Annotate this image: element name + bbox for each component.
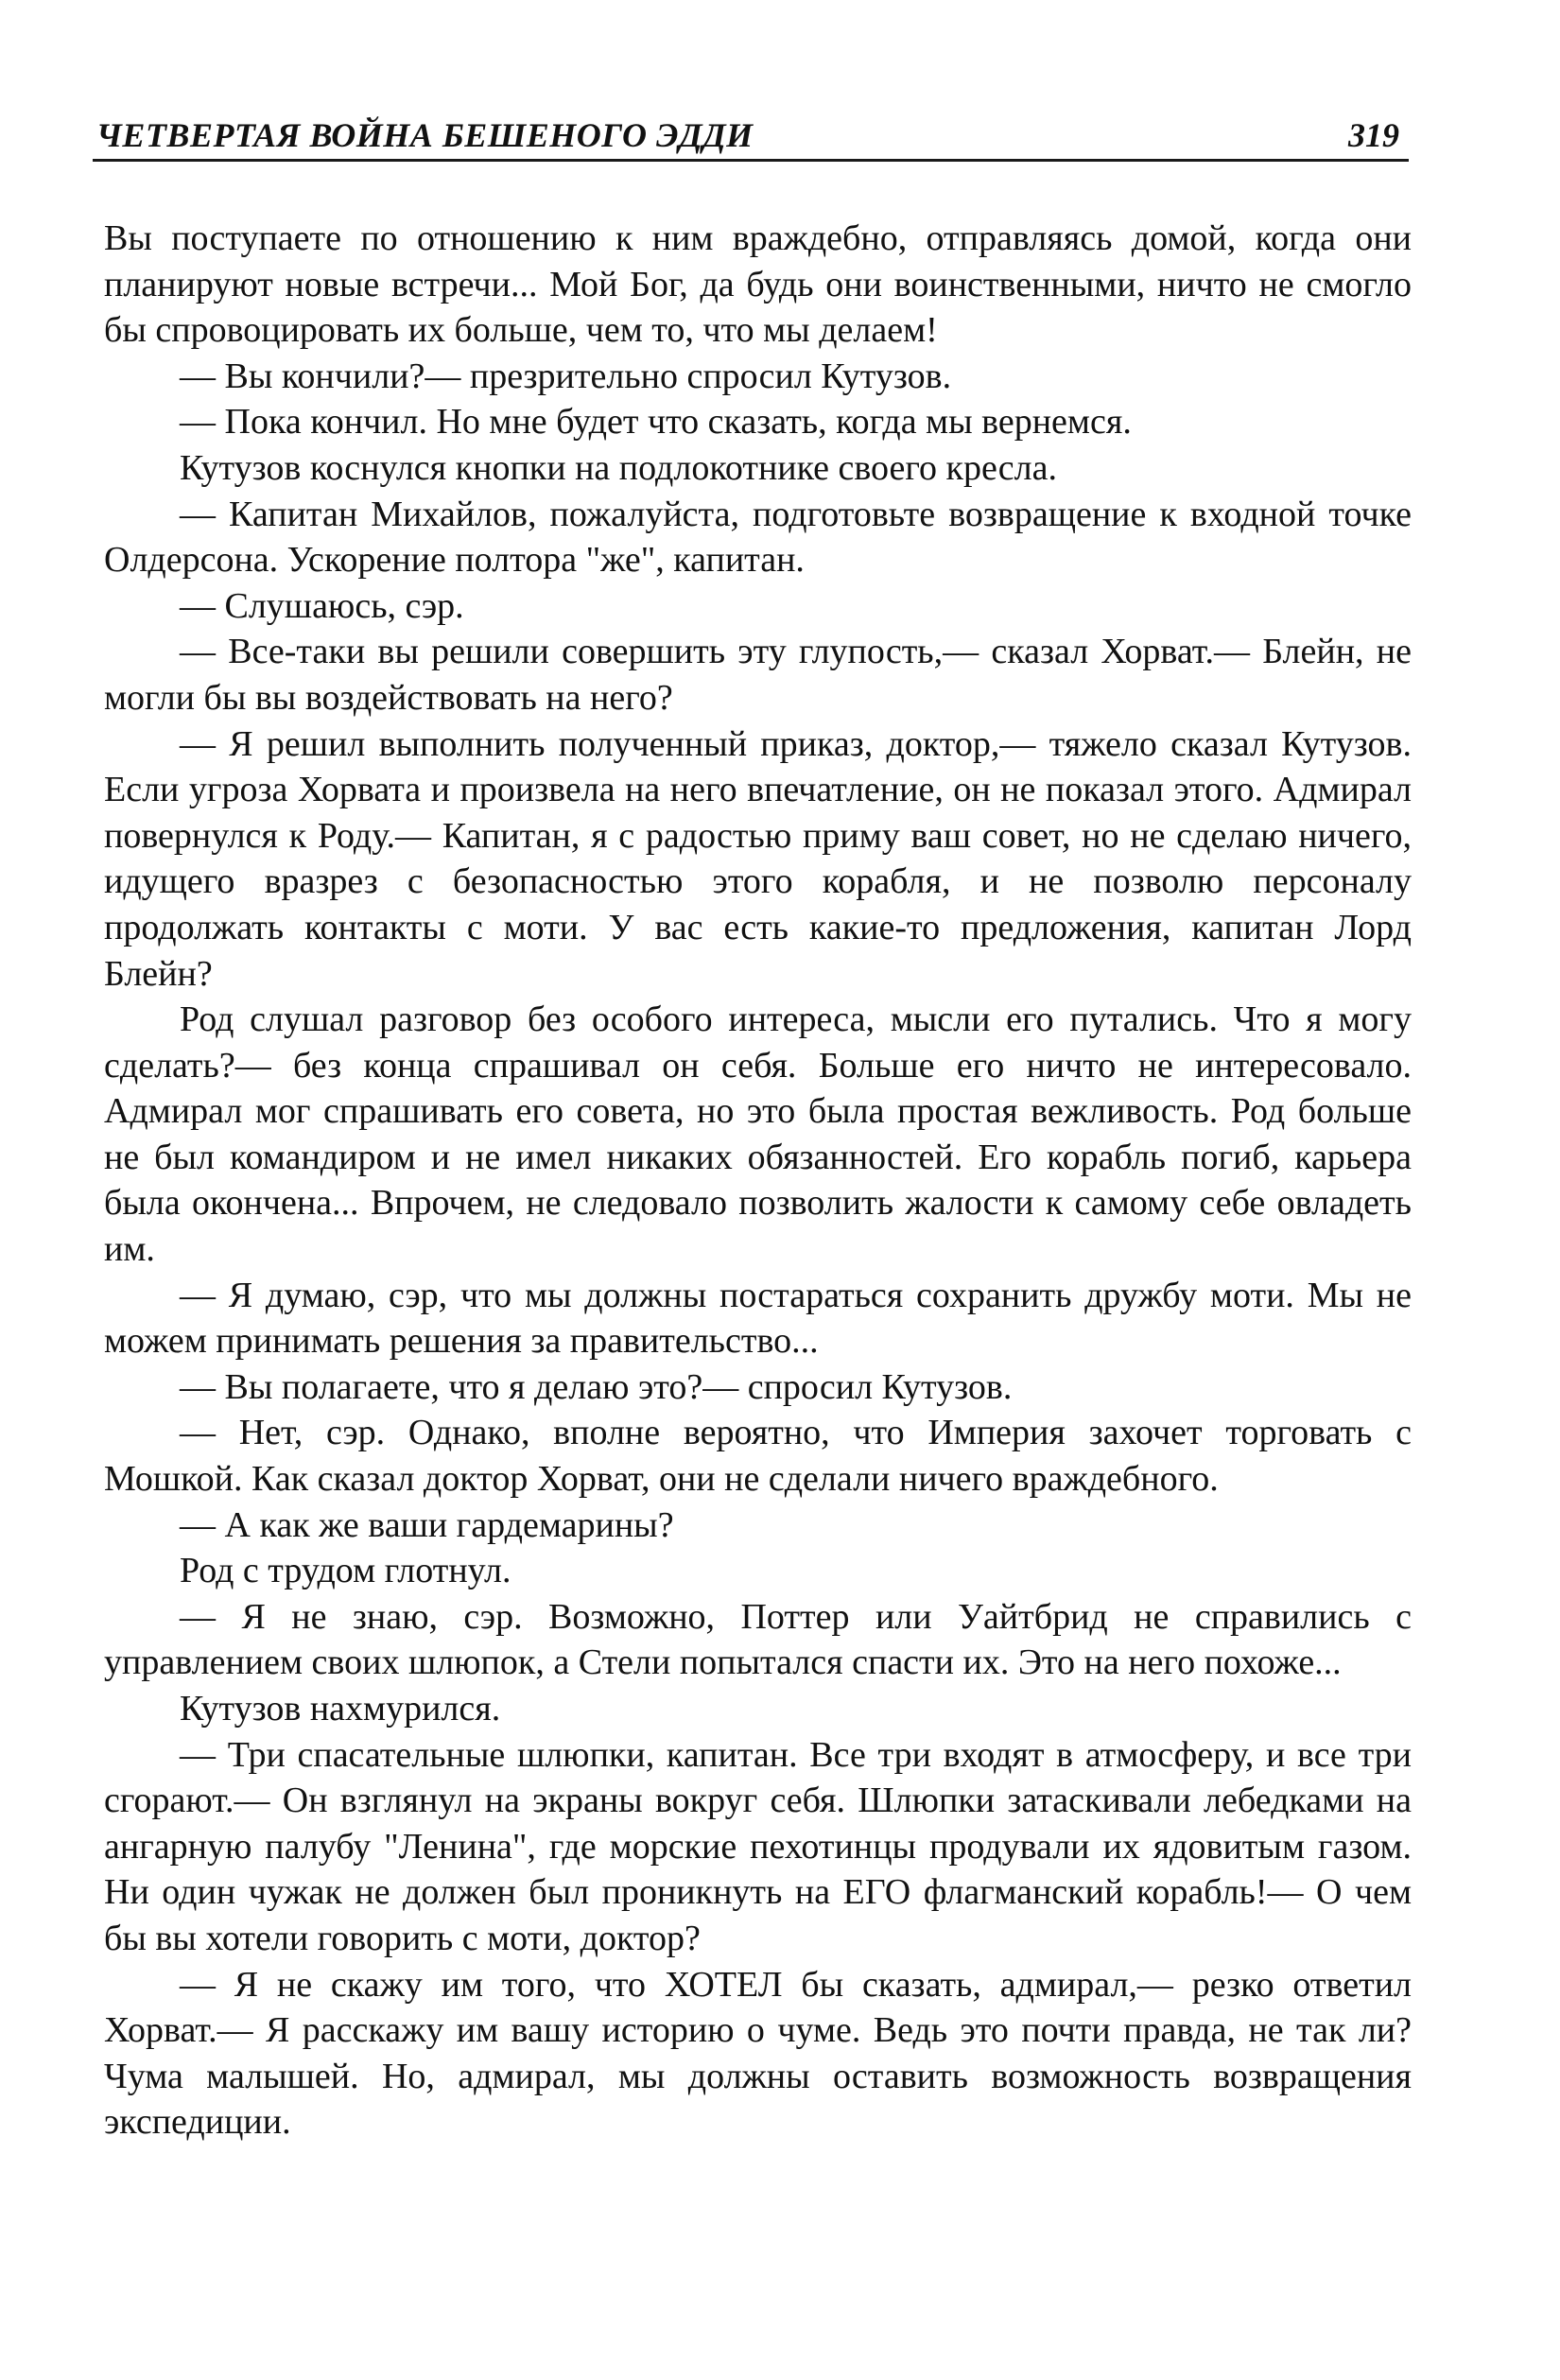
paragraph: Род слушал разговор без особого интереса, мысли его путались. Что я могу сделать?— без конца спрашивал он себя. Больше его ничто не интересовало. Адмирал мог спрашивать его совета, но это была простая вежливость. Род больше не был командиром и не имел никаких обязанностей. Его корабль погиб, карьера была окончена... Впрочем, не следовало позволить жалости к самому себе овладеть им. bbox=[104, 999, 1412, 1270]
paragraph: — Пока кончил. Но мне будет что сказать, когда мы вернемся. bbox=[180, 402, 1132, 443]
running-title: ЧЕТВЕРТАЯ ВОЙНА БЕШЕНОГО ЭДДИ bbox=[96, 116, 754, 154]
paragraph: Вы поступаете по отношению к ним враждебно, отправляясь домой, когда они планируют новые встречи... Мой Бог, да будь они воинственными, ничто не смогло бы спровоцировать их больше, чем то, что мы делаем! bbox=[104, 218, 1412, 351]
paragraph: — Все-таки вы решили совершить эту глупость,— сказал Хорват.— Блейн, не могли бы вы воздействовать на него? bbox=[104, 632, 1412, 718]
paragraph: — Я не скажу им того, что ХОТЕЛ бы сказать, адмирал,— резко ответил Хорват.— Я расскажу им вашу историю о чуме. Ведь это почти правда, не так ли? Чума малышей. Но, адмирал, мы должны оставить возможность возвращения экспедиции. bbox=[104, 1964, 1412, 2143]
paragraph: — А как же ваши гардемарины? bbox=[180, 1504, 674, 1545]
paragraph: — Слушаюсь, сэр. bbox=[180, 585, 464, 626]
page-number: 319 bbox=[1348, 116, 1399, 154]
body-text bbox=[104, 216, 1412, 2145]
paragraph: — Вы кончили?— презрительно спросил Кутузов. bbox=[180, 356, 952, 396]
running-head bbox=[93, 112, 1409, 162]
paragraph: — Я решил выполнить полученный приказ, доктор,— тяжело сказал Кутузов. Если угроза Хорвата и произвела на него впечатление, он не показал этого. Адмирал повернулся к Роду.— Капитан, я с радостью приму ваш совет, но не сделаю ничего, идущего вразрез с безопасностью этого корабля, и не позволю персоналу продолжать контакты с моти. У вас есть какие-то предложения, капитан Лорд Блейн? bbox=[104, 723, 1412, 994]
paragraph: Кутузов коснулся кнопки на подлокотнике своего кресла. bbox=[180, 447, 1057, 488]
paragraph: — Нет, сэр. Однако, вполне вероятно, что Империя захочет торговать с Мошкой. Как сказал доктор Хорват, они не сделали ничего враждебного. bbox=[104, 1413, 1412, 1500]
paragraph: — Я не знаю, сэр. Возможно, Поттер или Уайтбрид не справились с управлением своих шлюпок, а Стели попытался спасти их. Это на него похоже... bbox=[104, 1596, 1412, 1683]
paragraph: — Капитан Михайлов, пожалуйста, подготовьте возвращение к входной точке Олдерсона. Ускорение полтора "же", капитан. bbox=[104, 494, 1412, 581]
paragraph: Род с трудом глотнул. bbox=[180, 1551, 511, 1591]
paragraph: — Вы полагаете, что я делаю это?— спросил Кутузов. bbox=[180, 1366, 1013, 1407]
paragraph: — Я думаю, сэр, что мы должны постараться сохранить дружбу моти. Мы не можем принимать решения за правительство... bbox=[104, 1275, 1412, 1362]
paragraph: Кутузов нахмурился. bbox=[180, 1689, 501, 1729]
paragraph: — Три спасательные шлюпки, капитан. Все три входят в атмосферу, и все три сгорают.— Он взглянул на экраны вокруг себя. Шлюпки затаскивали лебедками на ангарную палубу "Ленина", где морские пехотинцы продували их ядовитым газом. Ни один чужак не должен был проникнуть на ЕГО флагманский корабль!— О чем бы вы хотели говорить с моти, доктор? bbox=[104, 1734, 1412, 1958]
